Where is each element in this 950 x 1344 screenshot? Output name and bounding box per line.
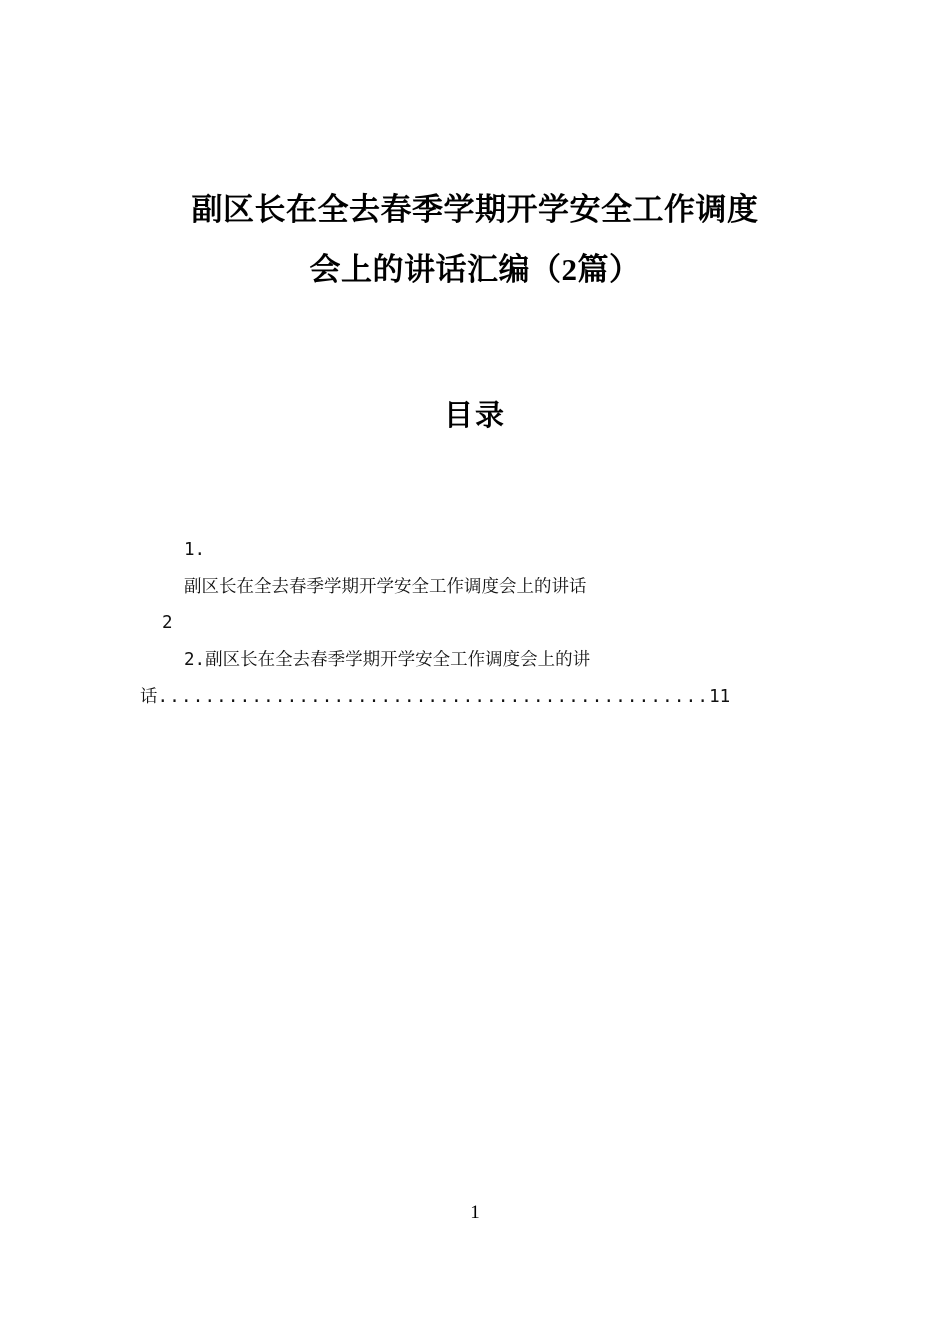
toc-list <box>140 434 810 716</box>
toc-entry-title-cont: 话 <box>140 686 158 707</box>
toc-entry-number: 1. <box>184 539 206 560</box>
page-title <box>140 0 810 301</box>
page-title-line-2: 会上的讲话汇编（2篇） <box>309 252 641 288</box>
toc-entry-page: 2 <box>162 613 173 634</box>
toc-heading: 目录 <box>443 399 506 432</box>
toc-leader-dots: ............................................... <box>157 686 710 707</box>
toc-entry[interactable] <box>140 532 810 642</box>
toc-entry-title: 副区长在全去春季学期开学安全工作调度会上的讲 <box>205 650 591 671</box>
page-title-line-1: 副区长在全去春季学期开学安全工作调度 <box>191 192 759 227</box>
toc-entry[interactable] <box>140 642 810 716</box>
toc-entry-number: 2. <box>184 650 206 671</box>
toc-entry-title: 副区长在全去春季学期开学安全工作调度会上的讲话 <box>184 576 587 597</box>
toc-entry-page: 11 <box>709 686 731 707</box>
page-number: 1 <box>470 1202 480 1223</box>
